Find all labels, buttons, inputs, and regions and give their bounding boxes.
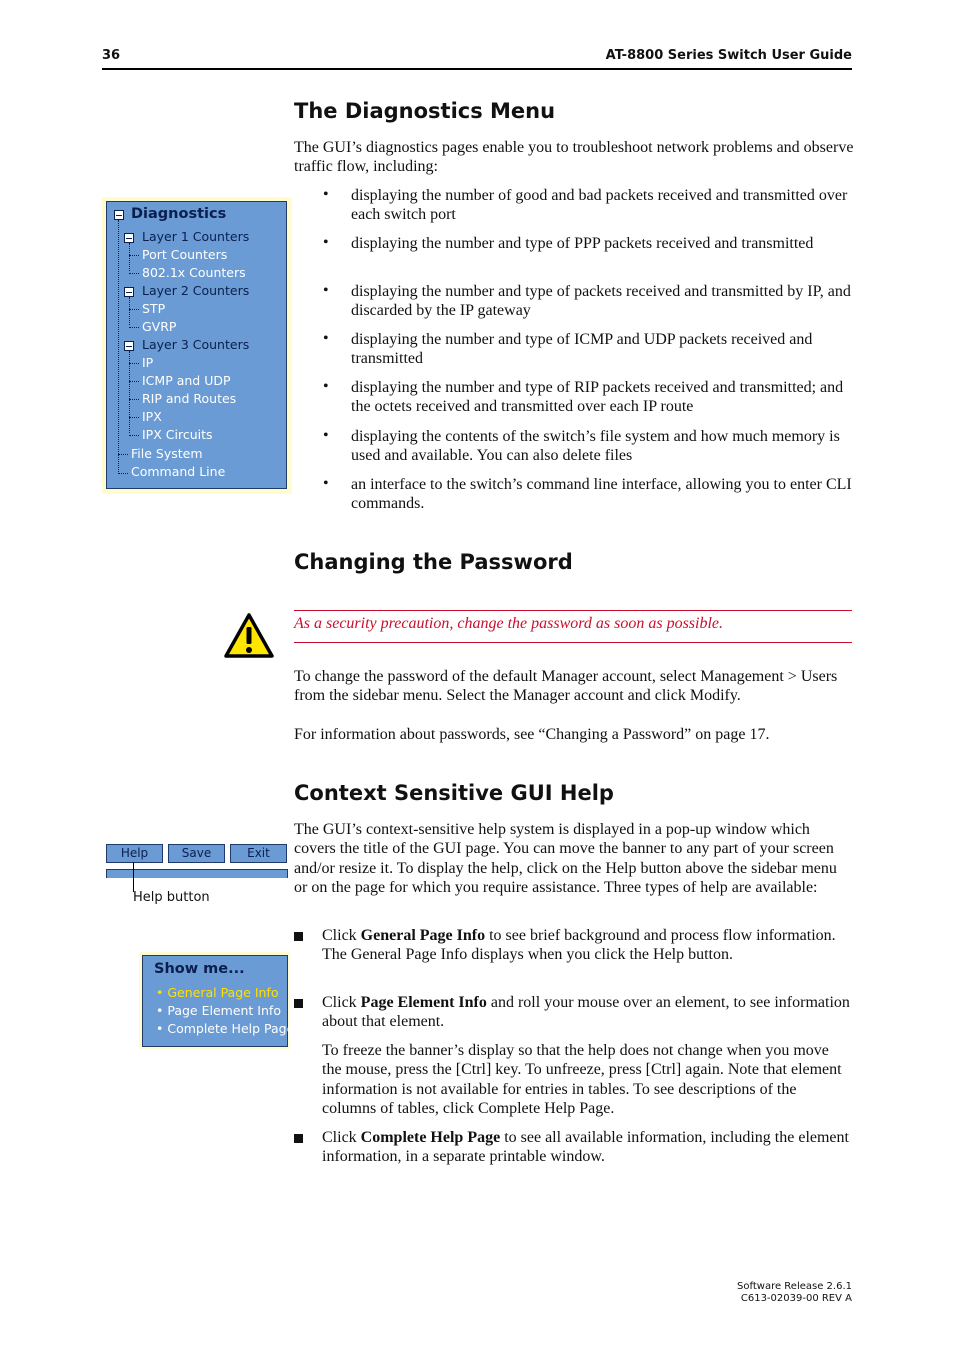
item-prefix: Click xyxy=(322,1129,361,1146)
callout-line xyxy=(133,862,134,892)
tree-item-layer1-counters[interactable]: Layer 1 Counters xyxy=(142,229,250,244)
tree-connector xyxy=(129,381,139,382)
help-button-callout: Help button xyxy=(133,890,210,905)
collapse-icon[interactable] xyxy=(124,341,134,351)
tree-item-file-system[interactable]: File System xyxy=(131,446,203,461)
collapse-icon[interactable] xyxy=(114,210,124,220)
show-me-general-page-info[interactable]: • General Page Info xyxy=(156,985,279,1000)
diagnostics-intro: The GUI’s diagnostics pages enable you to troubleshoot network problems and observe traffic flow, including: xyxy=(294,139,854,176)
warning-icon xyxy=(224,613,274,659)
diagnostics-tree xyxy=(106,201,287,489)
tree-connector xyxy=(118,454,128,455)
tree-item-command-line[interactable]: Command Line xyxy=(131,464,226,479)
bullet-dot: • xyxy=(323,475,329,492)
diagnostics-heading: The Diagnostics Menu xyxy=(294,99,556,123)
footer-release: Software Release 2.6.1 xyxy=(737,1281,852,1292)
help-freeze-paragraph: To freeze the banner’s display so that the help does not change when you move the mouse, press the [Ctrl] key. To unfreeze, press [Ctrl] again. Note that element information is not available for entries in tables. To see descriptions of the columns of tables, click Complete Help Page. xyxy=(322,1042,842,1117)
warning-bottom-rule xyxy=(294,642,852,643)
bullet-dot: • xyxy=(323,330,329,347)
password-instructions: To change the password of the default Manager account, select Management > Users from the sidebar menu. Select the Manager account and click Modify. xyxy=(294,668,838,705)
tree-connector xyxy=(129,309,139,310)
diagnostics-bullet-7: an interface to the switch’s command line interface, allowing you to enter CLI commands. xyxy=(351,476,852,513)
tree-item-ipx-circuits[interactable]: IPX Circuits xyxy=(142,427,213,442)
diagnostics-bullet-6: displaying the contents of the switch’s file system and how much memory is used and available. You can also delete files xyxy=(351,428,840,465)
help-heading: Context Sensitive GUI Help xyxy=(294,781,614,805)
tree-item-8021x-counters[interactable]: 802.1x Counters xyxy=(142,265,246,280)
diagnostics-bullet-2: displaying the number and type of PPP packets received and transmitted xyxy=(351,235,814,252)
warning-text: As a security precaution, change the password as soon as possible. xyxy=(294,615,724,632)
tree-item-icmp-udp[interactable]: ICMP and UDP xyxy=(142,373,231,388)
item-prefix: Click xyxy=(322,994,361,1011)
help-item-general-page-info xyxy=(322,926,852,965)
square-bullet xyxy=(294,932,303,941)
collapse-icon[interactable] xyxy=(124,233,134,243)
tree-connector xyxy=(129,273,139,274)
bullet-dot: • xyxy=(323,282,329,299)
password-heading: Changing the Password xyxy=(294,550,573,574)
item-prefix: Click xyxy=(322,927,361,944)
bullet-dot: • xyxy=(323,234,329,251)
square-bullet xyxy=(294,999,303,1008)
square-bullet xyxy=(294,1134,303,1143)
header-rule xyxy=(102,68,852,70)
exit-button[interactable]: Exit xyxy=(230,844,287,863)
tree-connector xyxy=(129,297,130,325)
help-button[interactable]: Help xyxy=(106,844,163,863)
item-bold-label: General Page Info xyxy=(360,927,486,944)
collapse-icon[interactable] xyxy=(124,287,134,297)
bullet-dot: • xyxy=(323,378,329,395)
tree-connector xyxy=(118,473,128,474)
item-description: to see all available information, including the element information, in a separate printable window. xyxy=(322,1129,849,1166)
tree-connector xyxy=(129,417,139,418)
item-description: to see brief background and process flow information. The General Page Info displays when you click the Help button. xyxy=(322,927,836,964)
tree-root-diagnostics[interactable]: Diagnostics xyxy=(131,206,227,222)
tree-connector xyxy=(129,435,139,436)
help-item-page-element-info xyxy=(322,993,852,1032)
show-me-page-element-info[interactable]: • Page Element Info xyxy=(156,1003,281,1018)
running-header-title: AT-8800 Series Switch User Guide xyxy=(605,48,852,63)
help-intro: The GUI’s context-sensitive help system is displayed in a pop-up window which covers the title of the GUI page. You can move the banner to any part of your screen and/or resize it. To display the help, click on the Help button above the sidebar menu or on the page for which you require assistance. Three types of help are available: xyxy=(294,821,837,896)
show-me-panel xyxy=(142,955,295,1047)
diagnostics-bullet-1: displaying the number of good and bad packets received and transmitted over each switch port xyxy=(351,187,848,224)
tree-item-ipx[interactable]: IPX xyxy=(142,409,162,424)
save-button[interactable]: Save xyxy=(168,844,225,863)
tree-item-stp[interactable]: STP xyxy=(142,301,166,316)
item-bold-label: Page Element Info xyxy=(360,994,487,1011)
diagnostics-bullet-5: displaying the number and type of RIP packets received and transmitted; and the octets received and transmitted over each IP route xyxy=(351,379,844,416)
item-bold-label: Complete Help Page xyxy=(360,1129,501,1146)
page-number: 36 xyxy=(102,48,121,63)
tree-item-rip-routes[interactable]: RIP and Routes xyxy=(142,391,237,406)
footer-doc-number: C613-02039-00 REV A xyxy=(740,1293,852,1304)
tree-item-layer3-counters[interactable]: Layer 3 Counters xyxy=(142,337,250,352)
tree-connector xyxy=(129,243,130,271)
tree-item-gvrp[interactable]: GVRP xyxy=(142,319,177,334)
item-description: and roll your mouse over an element, to see information about that element. xyxy=(322,994,850,1031)
tree-item-ip[interactable]: IP xyxy=(142,355,154,370)
tree-connector xyxy=(118,220,119,474)
warning-top-rule xyxy=(294,610,852,611)
show-me-title: Show me... xyxy=(154,961,245,977)
tree-connector xyxy=(129,255,139,256)
diagnostics-bullet-3: displaying the number and type of packets received and transmitted by IP, and discarded by the IP gateway xyxy=(351,283,851,320)
bullet-dot: • xyxy=(323,186,329,203)
footer xyxy=(737,1281,852,1305)
diagnostics-bullet-4: displaying the number and type of ICMP and UDP packets received and transmitted xyxy=(351,331,813,368)
password-reference: For information about passwords, see “Changing a Password” on page 17. xyxy=(294,726,770,743)
show-me-complete-help-page[interactable]: • Complete Help Page xyxy=(156,1021,295,1036)
help-item-complete-help-page xyxy=(322,1128,852,1167)
bullet-dot: • xyxy=(323,427,329,444)
tree-item-port-counters[interactable]: Port Counters xyxy=(142,247,228,262)
tree-connector xyxy=(129,363,139,364)
tree-item-layer2-counters[interactable]: Layer 2 Counters xyxy=(142,283,250,298)
tree-connector xyxy=(129,399,139,400)
tree-connector xyxy=(129,327,139,328)
